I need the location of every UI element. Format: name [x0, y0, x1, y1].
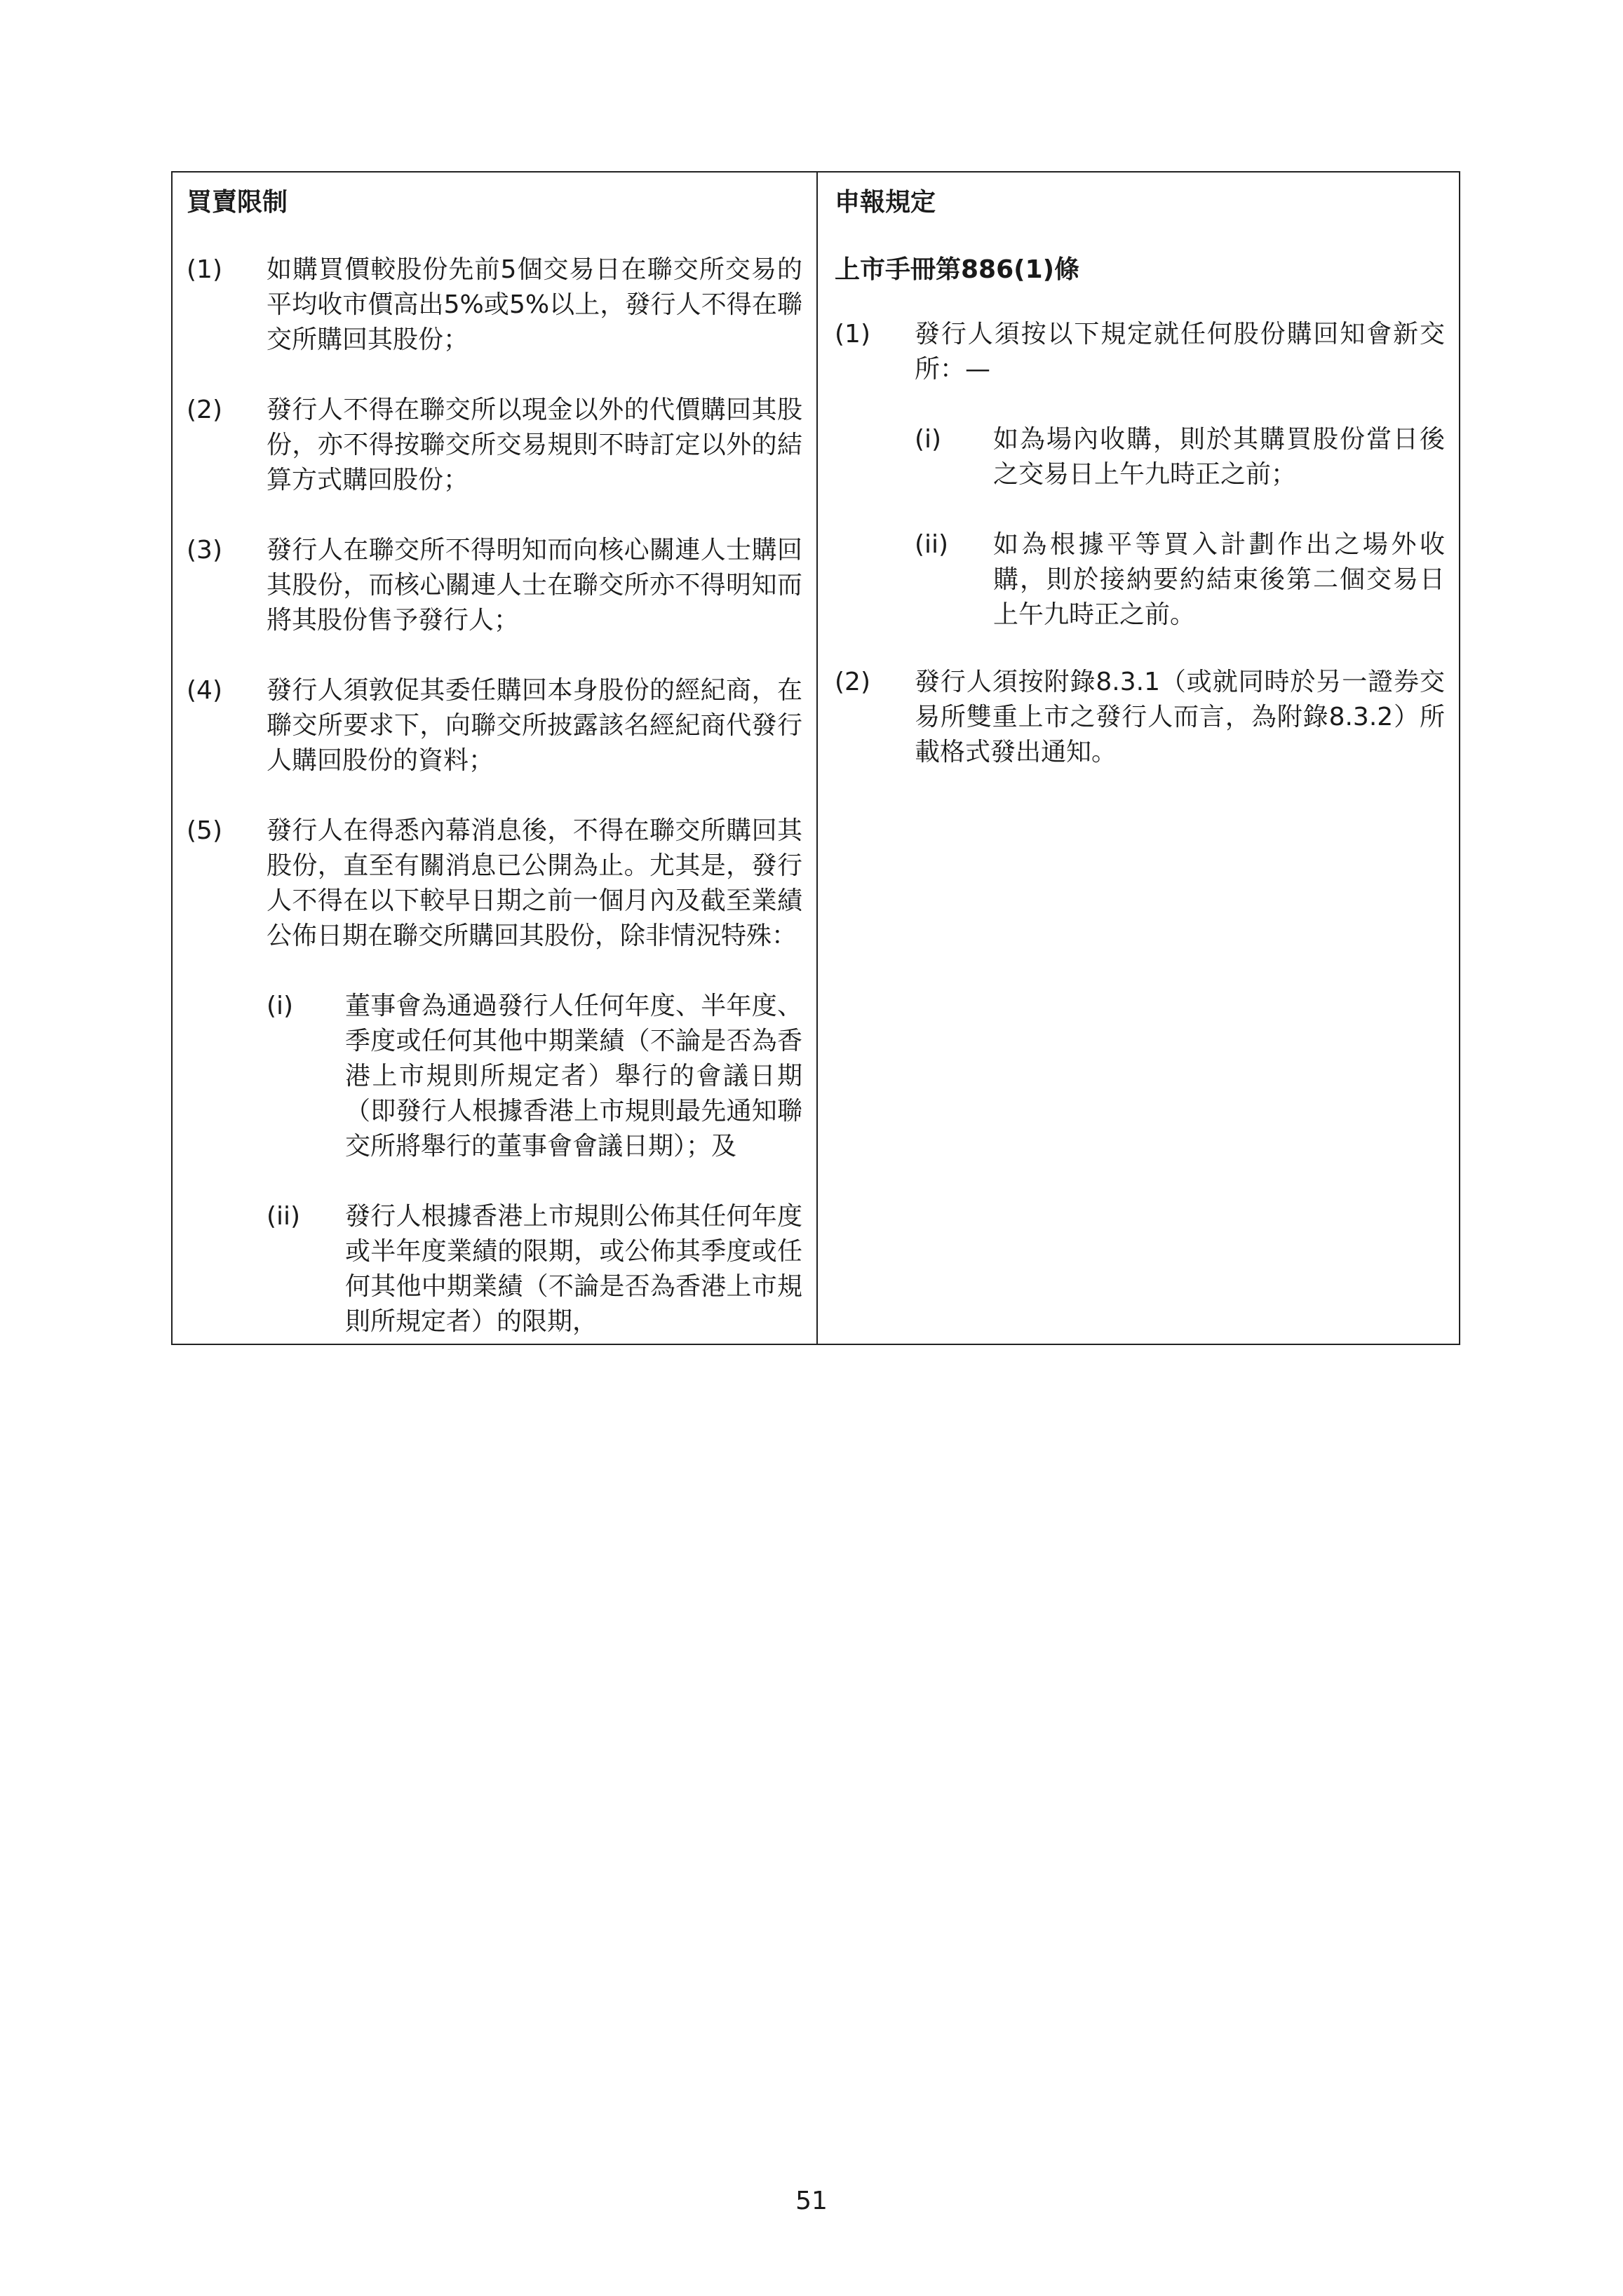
item-number: (2)	[187, 396, 222, 424]
trading-restrictions-column	[173, 173, 818, 1344]
left-item-4	[187, 673, 802, 778]
item-text: 發行人須按以下規定就任何股份購回知會新交所：—	[915, 320, 1445, 384]
left-item-5	[187, 813, 802, 1339]
right-subheading: 上市手冊第886(1)條	[835, 255, 1080, 284]
right-item-1	[835, 317, 1445, 633]
left-item-3	[187, 533, 802, 638]
page-number: 51	[795, 2187, 828, 2215]
left-item-1	[187, 252, 802, 358]
item-number: (4)	[187, 676, 222, 705]
subitem-text: 如為根據平等買入計劃作出之場外收購，則於接納要約結束後第二個交易日上午九時正之前。	[993, 530, 1445, 629]
right-subitem-i	[915, 422, 1445, 492]
comparison-table	[171, 171, 1460, 1345]
item-text: 發行人在得悉內幕消息後，不得在聯交所購回其股份，直至有關消息已公開為止。尤其是，發行人不得在以下較早日期之前一個月內及截至業績公佈日期在聯交所購回其股份，除非情況特殊：	[267, 816, 802, 950]
item-number: (3)	[187, 536, 222, 565]
left-subitem-i	[267, 989, 802, 1164]
left-subitem-ii	[267, 1199, 802, 1339]
subitem-number: (i)	[267, 992, 294, 1020]
item-text: 發行人不得在聯交所以現金以外的代價購回其股份，亦不得按聯交所交易規則不時訂定以外的結算方式購回股份；	[267, 396, 802, 494]
subitem-number: (i)	[915, 425, 942, 454]
left-item-2	[187, 393, 802, 498]
left-heading: 買賣限制	[187, 188, 288, 217]
right-item-2	[835, 665, 1445, 770]
item-text: 發行人須敦促其委任購回本身股份的經紀商，在聯交所要求下，向聯交所披露該名經紀商代發行人購回股份的資料；	[267, 676, 802, 775]
subitem-number: (ii)	[915, 530, 949, 559]
reporting-requirements-column	[818, 173, 1459, 1344]
right-heading: 申報規定	[835, 188, 936, 217]
item-body	[915, 317, 1445, 633]
item-number: (2)	[835, 668, 870, 696]
subitem-text: 董事會為通過發行人任何年度、半年度、季度或任何其他中期業績（不論是否為香港上市規則所規定者）舉行的會議日期（即發行人根據香港上市規則最先通知聯交所將舉行的董事會會議日期）；及	[345, 992, 802, 1161]
item-number: (5)	[187, 816, 222, 845]
right-subitem-ii	[915, 527, 1445, 633]
subitem-text: 發行人根據香港上市規則公佈其任何年度或半年度業績的限期，或公佈其季度或任何其他中期業績（不論是否為香港上市規則所規定者）的限期，	[345, 1202, 802, 1336]
item-body	[267, 813, 802, 1339]
item-number: (1)	[187, 255, 222, 284]
item-text: 發行人須按附錄8.3.1（或就同時於另一證券交易所雙重上市之發行人而言，為附錄8.3.2）所載格式發出通知。	[915, 668, 1445, 767]
item-number: (1)	[835, 320, 870, 349]
item-text: 如購買價較股份先前5個交易日在聯交所交易的平均收市價高出5%或5%以上，發行人不得在聯交所購回其股份；	[267, 255, 802, 354]
subitem-text: 如為場內收購，則於其購買股份當日後之交易日上午九時正之前；	[993, 425, 1445, 489]
item-text: 發行人在聯交所不得明知而向核心關連人士購回其股份，而核心關連人士在聯交所亦不得明知而將其股份售予發行人；	[267, 536, 802, 635]
subitem-number: (ii)	[267, 1202, 301, 1231]
